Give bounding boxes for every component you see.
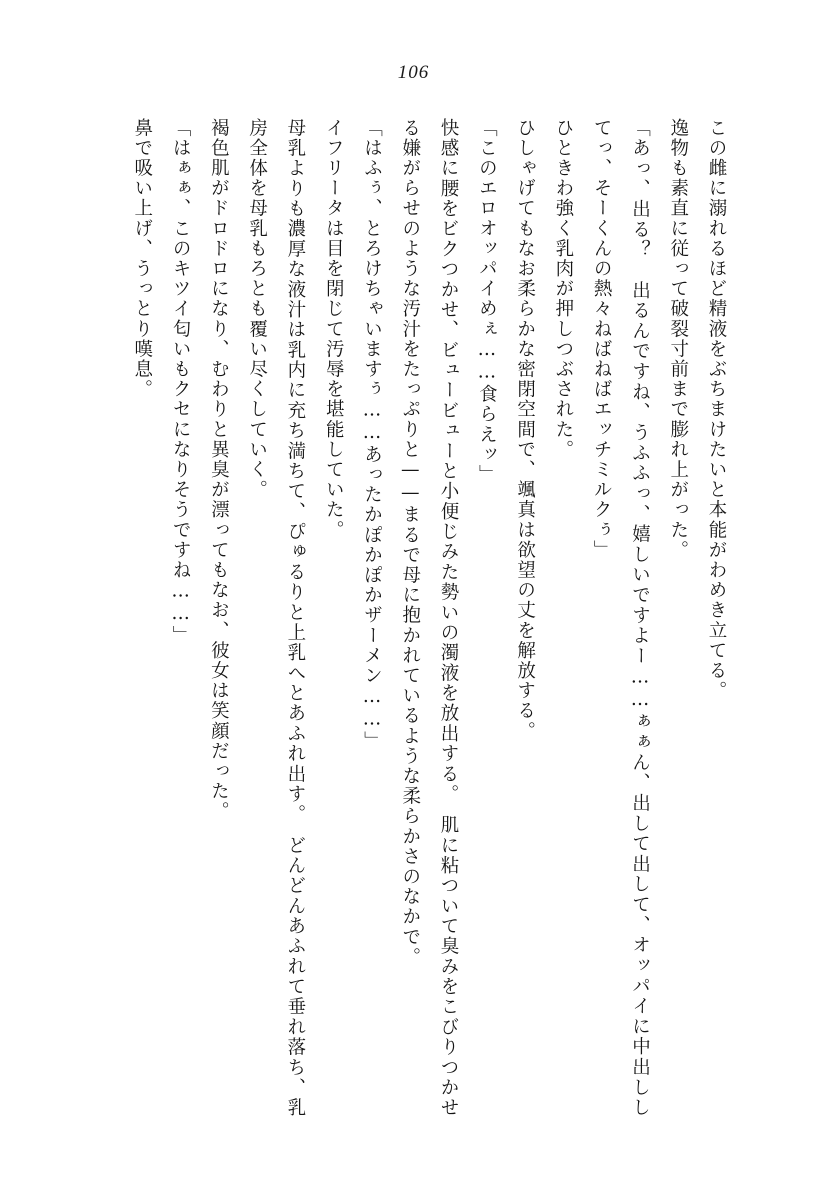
vertical-text-block (95, 118, 735, 1118)
paragraph: 「あっ、出る？ 出るんですね、うふふっ、嬉しいですよー……ぁぁん、出して出して、オッパイに中出ししてっ、そーくんの熱々ねばねばエッチミルクぅ」 (591, 118, 651, 1118)
paragraph: 「このエロオッパイめぇ……食らえッ」 (476, 118, 498, 485)
paragraph: この雌に溺れるほど精液をぶちまけたいと本能がわめき立てる。 (706, 118, 727, 701)
paragraph: 「はぁぁ、このキツイ匂いもクセになりそうですね……」 (170, 118, 192, 646)
paragraph: イフリータは目を閉じて汚辱を堪能していた。 (323, 118, 345, 541)
paragraph: 「はふぅ、とろけちゃいますぅ……あったかぽかぽかザーメン……」 (361, 118, 383, 752)
paragraph: 快感に腰をビクつかせ、ビュービューと小便じみた勢いの濁液を放出する。 肌に粘ついて臭みをこびりつかせる嫌がらせのような汚汁をたっぷりと——まるで母に抱かれているような柔らかさのなかで。 (399, 118, 460, 1118)
page-body (95, 118, 735, 1118)
paragraph: ひしゃげてもなお柔らかな密閉空間で、颯真は欲望の丈を解放する。 (514, 118, 536, 742)
paragraph: ひときわ強く乳肉が押しつぶされた。 (552, 118, 574, 460)
paragraph: 母乳よりも濃厚な液汁は乳内に充ち満ちて、ぴゅるりと上乳へとあふれ出す。 どんどんあふれて垂れ落ち、乳房全体を母乳もろとも覆い尽くしていく。 (246, 118, 306, 1118)
page-number: 106 (397, 62, 430, 83)
paragraph: 褐色肌がドロドロになり、むわりと異臭が漂ってもなお、彼女は笑顔だった。 (208, 118, 230, 822)
paragraph: 鼻で吸い上げ、うっとり嘆息。 (131, 118, 153, 400)
paragraph: 逸物も素直に従って破裂寸前まで膨れ上がった。 (667, 118, 689, 561)
